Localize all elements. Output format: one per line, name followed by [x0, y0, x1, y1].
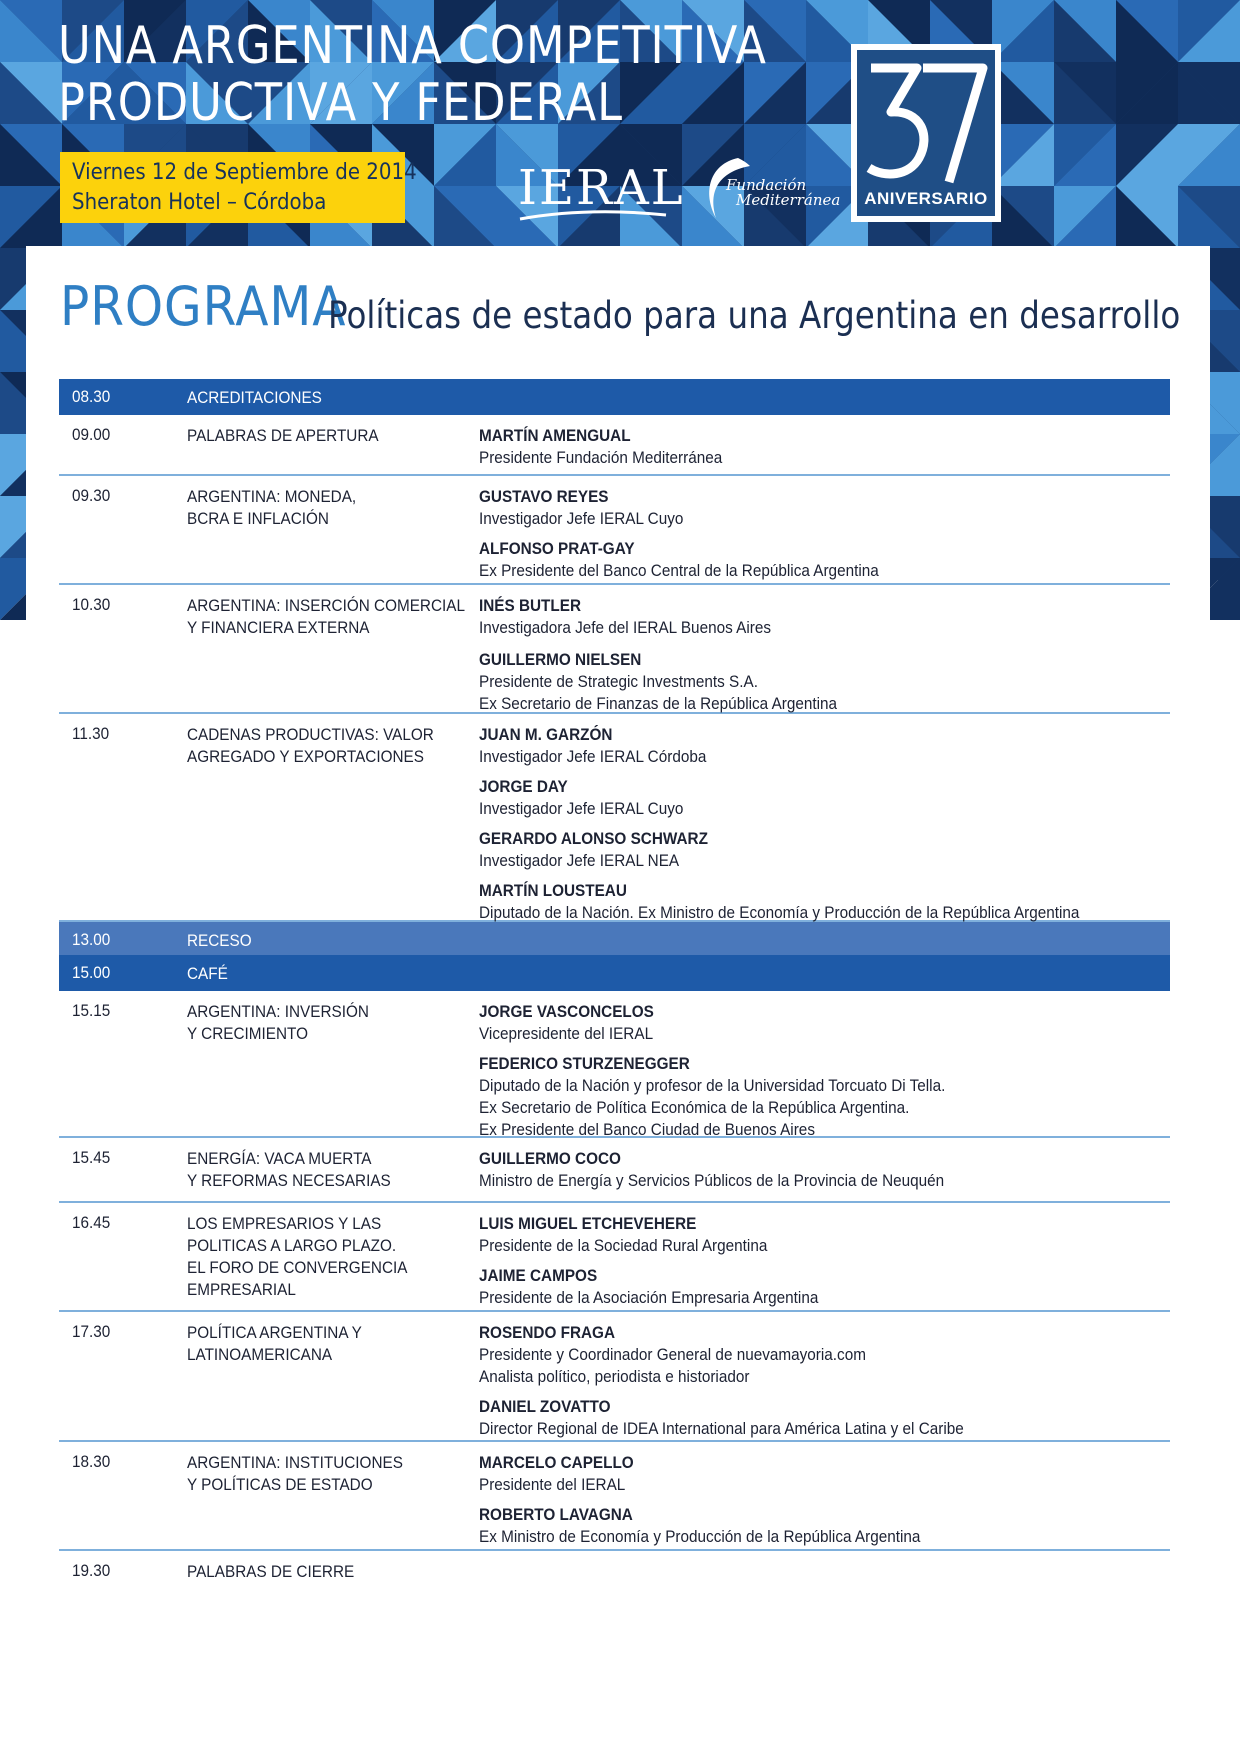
schedule-time: 17.30	[72, 1322, 111, 1341]
speaker-role: Presidente de Strategic Investments S.A.	[479, 672, 758, 691]
programa-label: PROGRAMA	[60, 275, 347, 338]
speaker-role: Presidente Fundación Mediterránea	[479, 448, 723, 467]
fundacion-name	[726, 178, 840, 208]
schedule-topic	[187, 425, 430, 447]
speaker-role: Ex Ministro de Economía y Producción de la República Argentina	[479, 1527, 921, 1546]
speaker-name: DANIEL ZOVATTO	[479, 1397, 611, 1416]
speaker-name: GUILLERMO COCO	[479, 1149, 621, 1168]
speaker-list	[479, 595, 1179, 725]
anniversary-label: ANIVERSARIO	[864, 189, 988, 208]
schedule-topic-line: Y POLÍTICAS DE ESTADO	[187, 1475, 373, 1494]
speaker	[479, 828, 1109, 872]
schedule-time: 10.30	[72, 595, 111, 614]
speaker-role: Investigador Jefe IERAL Cuyo	[479, 799, 684, 818]
speaker	[479, 425, 1109, 469]
speaker	[479, 1053, 1109, 1141]
speaker	[479, 595, 1109, 639]
schedule-topic-line: Y FINANCIERA EXTERNA	[187, 618, 370, 637]
schedule-topic	[187, 387, 430, 409]
speaker	[479, 649, 1109, 715]
speaker-name: JORGE VASCONCELOS	[479, 1002, 654, 1021]
schedule-time: 09.00	[72, 425, 111, 444]
speaker-role: Diputado de la Nación. Ex Ministro de Economía y Producción de la República Argentina	[479, 903, 1080, 922]
schedule-topic	[187, 1001, 430, 1045]
date-box	[60, 152, 417, 223]
schedule-topic-line: PALABRAS DE CIERRE	[187, 1562, 355, 1581]
fundacion-name-line-2: Mediterránea	[736, 191, 841, 209]
speaker-list	[479, 425, 1179, 473]
speaker-role: Investigador Jefe IERAL NEA	[479, 851, 680, 870]
speaker-name: ROBERTO LAVAGNA	[479, 1505, 633, 1524]
speaker	[479, 880, 1109, 924]
schedule-topic	[187, 1213, 430, 1301]
event-title-line-2: PRODUCTIVA Y FEDERAL	[58, 73, 623, 133]
schedule-topic-line: ARGENTINA: INVERSIÓN	[187, 1002, 369, 1021]
schedule-time: 16.45	[72, 1213, 111, 1232]
schedule-row	[59, 1312, 1170, 1442]
schedule-topic-line: BCRA E INFLACIÓN	[187, 509, 329, 528]
speaker	[479, 724, 1109, 768]
schedule-topic	[187, 486, 430, 530]
schedule-topic-line: ARGENTINA: INSTITUCIONES	[187, 1453, 403, 1472]
schedule-time: 08.30	[72, 387, 111, 406]
speaker-list	[479, 1148, 1179, 1196]
speaker-role: Investigador Jefe IERAL Cuyo	[479, 509, 684, 528]
speaker	[479, 486, 1109, 530]
speaker-role: Vicepresidente del IERAL	[479, 1024, 654, 1043]
speaker-name: ROSENDO FRAGA	[479, 1323, 616, 1342]
speaker-name: MARCELO CAPELLO	[479, 1453, 634, 1472]
speaker-name: FEDERICO STURZENEGGER	[479, 1054, 690, 1073]
speaker-name: MARTÍN LOUSTEAU	[479, 881, 627, 900]
schedule-time: 13.00	[72, 930, 111, 949]
schedule-time: 19.30	[72, 1561, 111, 1580]
schedule-topic-line: EMPRESARIAL	[187, 1280, 296, 1299]
speaker-role: Ministro de Energía y Servicios Públicos de la Provincia de Neuquén	[479, 1171, 945, 1190]
event-date: Viernes 12 de Septiembre de 2014	[72, 160, 417, 185]
schedule-topic	[187, 724, 434, 768]
speaker-list	[479, 1452, 1179, 1556]
schedule-topic-line: PALABRAS DE APERTURA	[187, 426, 379, 445]
speaker-name: MARTÍN AMENGUAL	[479, 426, 631, 445]
speaker-list	[479, 1213, 1179, 1317]
schedule-row	[59, 415, 1170, 476]
schedule-row	[59, 991, 1170, 1138]
anniversary-badge	[851, 37, 1001, 222]
speaker	[479, 1265, 1109, 1309]
schedule-row	[59, 1203, 1170, 1312]
schedule-topic	[187, 930, 430, 952]
speaker-list	[479, 724, 1179, 932]
speaker-name: JUAN M. GARZÓN	[479, 725, 613, 744]
schedule-topic	[187, 1452, 430, 1496]
schedule-topic-line: ENERGÍA: VACA MUERTA	[187, 1149, 372, 1168]
speaker-name: JORGE DAY	[479, 777, 568, 796]
speaker	[479, 1396, 1109, 1440]
schedule-row	[59, 1551, 1170, 1591]
speaker-role: Ex Presidente del Banco Ciudad de Buenos Aires	[479, 1120, 815, 1139]
speaker-name: GERARDO ALONSO SCHWARZ	[479, 829, 708, 848]
speaker	[479, 1322, 1109, 1388]
speaker-role: Director Regional de IDEA International para América Latina y el Caribe	[479, 1419, 964, 1438]
speaker-role: Presidente de la Asociación Empresaria Argentina	[479, 1288, 819, 1307]
speaker-name: GUILLERMO NIELSEN	[479, 650, 642, 669]
schedule-row	[59, 476, 1170, 585]
schedule-topic-line: Y REFORMAS NECESARIAS	[187, 1171, 391, 1190]
schedule-row	[59, 1442, 1170, 1551]
speaker-role: Ex Secretario de Política Económica de la República Argentina.	[479, 1098, 910, 1117]
speaker-role: Analista político, periodista e historiador	[479, 1367, 750, 1386]
ieral-logo: IERAL	[518, 160, 685, 216]
schedule-row	[59, 955, 1170, 991]
programa-subtitle: Políticas de estado para una Argentina en desarrollo	[328, 294, 1181, 337]
speaker-role: Presidente de la Sociedad Rural Argentina	[479, 1236, 768, 1255]
schedule-topic-line: EL FORO DE CONVERGENCIA	[187, 1258, 408, 1277]
schedule-topic	[187, 1561, 430, 1583]
schedule-topic-line: LOS EMPRESARIOS Y LAS	[187, 1214, 382, 1233]
fundacion-name-line-1: Fundación	[726, 176, 807, 194]
anniversary-badge-inner	[857, 37, 995, 216]
speaker-name: JAIME CAMPOS	[479, 1266, 598, 1285]
event-venue: Sheraton Hotel – Córdoba	[72, 190, 327, 215]
speaker-role: Investigador Jefe IERAL Córdoba	[479, 747, 707, 766]
schedule-row	[59, 585, 1170, 714]
schedule-topic	[187, 963, 430, 985]
schedule-topic-line: CADENAS PRODUCTIVAS: VALOR	[187, 725, 434, 744]
speaker-list	[479, 486, 1179, 590]
schedule-time: 18.30	[72, 1452, 111, 1471]
speaker-role: Investigadora Jefe del IERAL Buenos Aires	[479, 618, 772, 637]
fundacion-mediterranea-logo	[698, 152, 841, 222]
schedule-row	[59, 714, 1170, 922]
schedule-time: 15.15	[72, 1001, 111, 1020]
schedule-topic	[187, 595, 465, 639]
schedule-time: 15.00	[72, 963, 111, 982]
speaker	[479, 538, 1109, 582]
speaker-name: ALFONSO PRAT-GAY	[479, 539, 635, 558]
schedule-topic-line: AGREGADO Y EXPORTACIONES	[187, 747, 424, 766]
speaker-name: LUIS MIGUEL ETCHEVEHERE	[479, 1214, 697, 1233]
schedule-time: 15.45	[72, 1148, 111, 1167]
anniversary-number: 37	[857, 37, 875, 54]
schedule-time: 09.30	[72, 486, 111, 505]
schedule-topic	[187, 1148, 430, 1192]
speaker-name: INÉS BUTLER	[479, 596, 582, 615]
schedule-topic-line: ARGENTINA: MONEDA,	[187, 487, 357, 506]
schedule-row	[59, 1138, 1170, 1203]
schedule-topic-line: CAFÉ	[187, 964, 228, 983]
schedule-topic-line: ACREDITACIONES	[187, 388, 322, 407]
speaker-list	[479, 1322, 1179, 1448]
schedule-time: 11.30	[72, 724, 110, 743]
speaker-role: Diputado de la Nación y profesor de la Universidad Torcuato Di Tella.	[479, 1076, 946, 1095]
schedule-row	[59, 379, 1170, 415]
speaker	[479, 1504, 1109, 1548]
schedule-topic-line: Y CRECIMIENTO	[187, 1024, 309, 1043]
schedule-row	[59, 922, 1170, 955]
schedule-topic-line: POLITICAS A LARGO PLAZO.	[187, 1236, 397, 1255]
speaker	[479, 1213, 1109, 1257]
speaker	[479, 776, 1109, 820]
schedule-topic-line: ARGENTINA: INSERCIÓN COMERCIAL	[187, 596, 465, 615]
schedule-table	[59, 379, 1170, 1591]
anniversary-number-graphic	[857, 37, 995, 190]
speaker	[479, 1148, 1109, 1192]
schedule-topic-line: RECESO	[187, 931, 252, 950]
ieral-swoosh-icon	[518, 205, 668, 225]
speaker	[479, 1001, 1109, 1045]
speaker-role: Presidente y Coordinador General de nuevamayoria.com	[479, 1345, 866, 1364]
speaker-name: GUSTAVO REYES	[479, 487, 609, 506]
speaker-role: Presidente del IERAL	[479, 1475, 626, 1494]
speaker-list	[479, 1001, 1179, 1149]
schedule-topic-line: LATINOAMERICANA	[187, 1345, 333, 1364]
speaker	[479, 1452, 1109, 1496]
schedule-topic-line: POLÍTICA ARGENTINA Y	[187, 1323, 362, 1342]
speaker-role: Ex Secretario de Finanzas de la República Argentina	[479, 694, 838, 713]
schedule-topic	[187, 1322, 430, 1366]
event-title-line-1: UNA ARGENTINA COMPETITIVA	[58, 16, 767, 76]
speaker-role: Ex Presidente del Banco Central de la República Argentina	[479, 561, 879, 580]
